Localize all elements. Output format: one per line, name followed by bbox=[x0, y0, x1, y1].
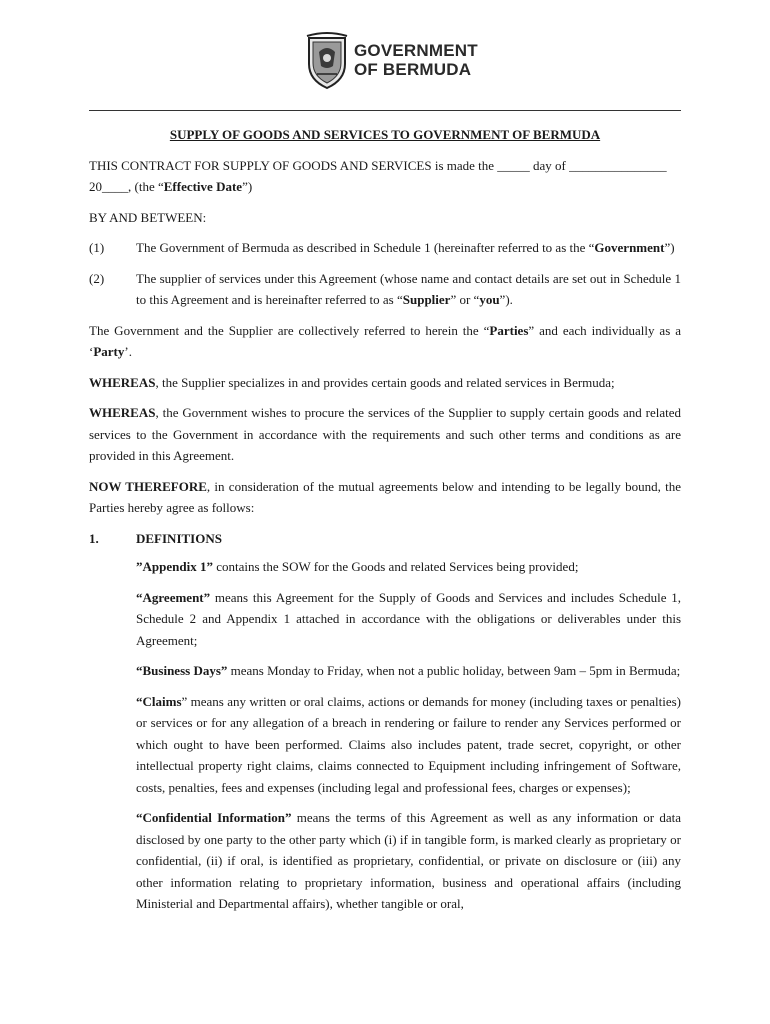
party-term: Party bbox=[93, 344, 125, 359]
definition-term: “Confidential Information” bbox=[136, 810, 292, 825]
parties-paragraph bbox=[89, 320, 681, 363]
party-2-text bbox=[136, 268, 681, 311]
definition-term: “Business Days” bbox=[136, 663, 228, 678]
party-1-number: (1) bbox=[89, 240, 105, 255]
party-1 bbox=[89, 237, 681, 259]
parties-mid: ” and each individually as a ‘ bbox=[89, 322, 681, 359]
party-2-number: (2) bbox=[89, 270, 105, 286]
party-1-desc: The Government of Bermuda as described in Schedule 1 (hereinafter referred to as the “ bbox=[136, 240, 595, 255]
definition-item bbox=[136, 691, 681, 799]
whereas-1-text: , the Supplier specializes in and provides certain goods and related services in Bermuda; bbox=[155, 374, 615, 390]
definition-item bbox=[136, 807, 681, 915]
party-1-text bbox=[136, 237, 681, 259]
whereas-2-text: , the Government wishes to procure the services of the Supplier to supply certain goods and related services to the Government in accordance with the requirements and such other terms and conditions as are provided in this Agreement. bbox=[89, 405, 681, 463]
definition-text: means the terms of this Agreement as well as any information or data disclosed by one party to the other party which (i) if in tangible form, is marked clearly as proprietary or confidential, (ii) if oral, is identified as proprietary, confidential, or private on disclosure or (iii) any other information relating to proprietary information, business and operational affairs (including Ministerial and Departmental affairs), whether tangible or oral, bbox=[136, 810, 681, 911]
definition-term: “Claims bbox=[136, 693, 182, 709]
now-therefore-text: , in consideration of the mutual agreements below and intending to be legally bound, the Parties hereby agree as follows: bbox=[89, 478, 681, 515]
government-logo bbox=[305, 30, 478, 90]
definition-term: “Agreement” bbox=[136, 589, 211, 605]
now-therefore bbox=[89, 476, 681, 519]
party-2-mid: ” or “ bbox=[450, 292, 480, 307]
whereas-2-term: WHEREAS bbox=[89, 405, 156, 420]
intro-text: THIS CONTRACT FOR SUPPLY OF GOODS AND SERVICES is made the _____ day of _______________ 20____, (the “ bbox=[89, 157, 667, 194]
definition-text: means Monday to Friday, when not a public holiday, between 9am – 5pm in Bermuda; bbox=[227, 663, 681, 678]
logo-text bbox=[354, 41, 478, 79]
government-term: Government bbox=[594, 240, 665, 255]
intro-close: ”) bbox=[242, 179, 253, 194]
definition-text: means this Agreement for the Supply of Goods and Services and includes Schedule 1, Schedule 2 and Appendix 1 attached in accordance with the obligations or deliverables under this Agreement; bbox=[136, 589, 681, 648]
header-divider bbox=[89, 110, 681, 111]
section-title: DEFINITIONS bbox=[136, 530, 222, 546]
party-1-close: ”) bbox=[664, 240, 675, 255]
whereas-1 bbox=[89, 372, 681, 394]
definition-item bbox=[136, 587, 681, 652]
parties-close: ’. bbox=[124, 344, 132, 359]
parties-term: Parties bbox=[489, 322, 529, 338]
intro-paragraph bbox=[89, 155, 681, 198]
supplier-term: Supplier bbox=[402, 292, 451, 307]
logo-line-1: GOVERNMENT bbox=[354, 41, 478, 60]
definition-text: ” means any written or oral claims, actions or demands for money (including taxes or penalties) or services or for any allegation of a breach in rendering or failure to render any Services performed or which ought to have been performed. Claims also includes patent, trade secret, copyright, or other intellectual property right claims, claims connected to Equipment including infringement of Software, costs, penalties, fees and expenses (including legal and professional fees, charges or expenses); bbox=[136, 693, 681, 795]
document-title: SUPPLY OF GOODS AND SERVICES TO GOVERNMENT OF BERMUDA bbox=[169, 127, 601, 142]
definition-item bbox=[136, 556, 681, 578]
section-number: 1. bbox=[89, 530, 99, 546]
section-definitions-heading bbox=[89, 528, 681, 550]
definition-term: ”Appendix 1” bbox=[136, 559, 213, 574]
whereas-2 bbox=[89, 402, 681, 467]
bermuda-crest-icon bbox=[305, 30, 349, 90]
party-2-close: ”). bbox=[499, 292, 513, 307]
effective-date-term: Effective Date bbox=[163, 179, 243, 194]
logo-line-2: OF BERMUDA bbox=[354, 60, 472, 79]
definition-item bbox=[136, 660, 681, 682]
you-term: you bbox=[479, 292, 500, 307]
document-body bbox=[89, 124, 681, 924]
whereas-1-term: WHEREAS bbox=[89, 374, 156, 390]
party-2-desc: The supplier of services under this Agreement (whose name and contact details are set out in Schedule 1 to this Agreement and is hereinafter referred to as “ bbox=[136, 270, 681, 307]
definition-text: contains the SOW for the Goods and related Services being provided; bbox=[212, 559, 579, 574]
parties-text: The Government and the Supplier are collectively referred to herein the “ bbox=[89, 322, 490, 338]
by-and-between: BY AND BETWEEN: bbox=[89, 209, 207, 225]
now-therefore-term: NOW THEREFORE bbox=[89, 478, 207, 494]
party-2 bbox=[89, 268, 681, 311]
